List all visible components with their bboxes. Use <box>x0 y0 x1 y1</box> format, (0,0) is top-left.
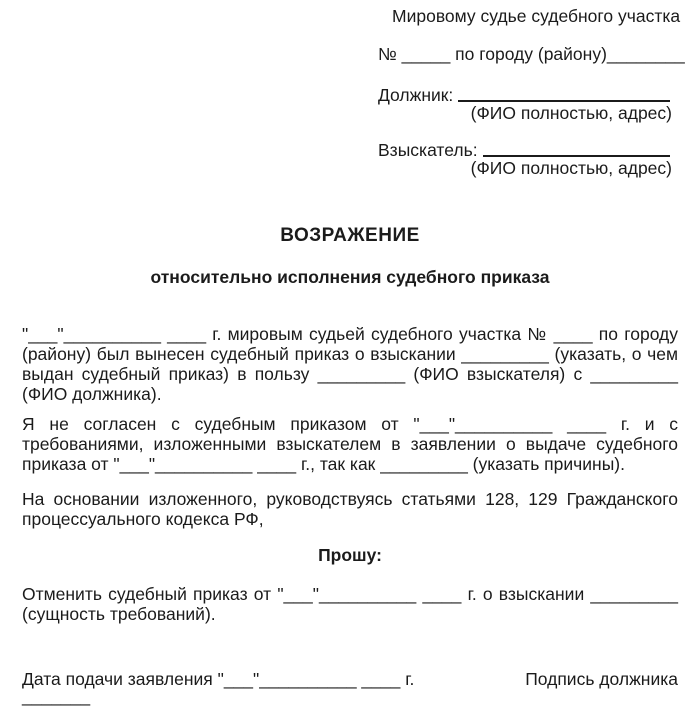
debtor-blank-line <box>458 85 670 102</box>
court-number-line: № _____ по городу (району)________ <box>378 44 685 64</box>
footer-row <box>22 669 678 689</box>
paragraph-request: Отменить судебный приказ от "___"__________ ____ г. о взыскании _________ (сущность требований). <box>22 584 678 624</box>
claimant-hint: (ФИО полностью, адрес) <box>470 158 672 178</box>
signature-blank-line: _______ <box>22 686 91 706</box>
claimant-blank-line <box>483 140 670 157</box>
document-title: ВОЗРАЖЕНИЕ <box>280 225 420 246</box>
paragraph-legal-basis: На основании изложенного, руководствуясь статьями 128, 129 Гражданского процессуального кодекса РФ, <box>22 489 678 529</box>
paragraph-order-issued: "___"__________ ____ г. мировым судьей судебного участка № ____ по городу (району) был вынесен судебный приказ о взыскании _________ (указать, о чем выдан судебный приказ) в пользу _________ (ФИО взыскателя) с _________ (ФИО должника). <box>22 324 678 404</box>
paragraph-disagreement: Я не согласен с судебным приказом от "___"__________ ____ г. и с требованиями, изложенными взыскателем в заявлении о выдаче судебного приказа от "___"__________ ____ г., так как _________ (указать причины). <box>22 414 678 474</box>
debtor-field <box>378 85 670 105</box>
claimant-label: Взыскатель: <box>378 140 478 160</box>
court-name-line: Мировому судье судебного участка <box>392 6 681 26</box>
debtor-label: Должник: <box>378 85 454 105</box>
signature-label: Подпись должника <box>525 669 678 689</box>
debtor-hint: (ФИО полностью, адрес) <box>470 103 672 123</box>
document-subtitle: относительно исполнения судебного приказа <box>150 267 550 287</box>
request-heading: Прошу: <box>318 545 382 565</box>
filing-date-line: Дата подачи заявления "___"__________ ____ г. <box>22 669 415 689</box>
claimant-field <box>378 140 670 160</box>
